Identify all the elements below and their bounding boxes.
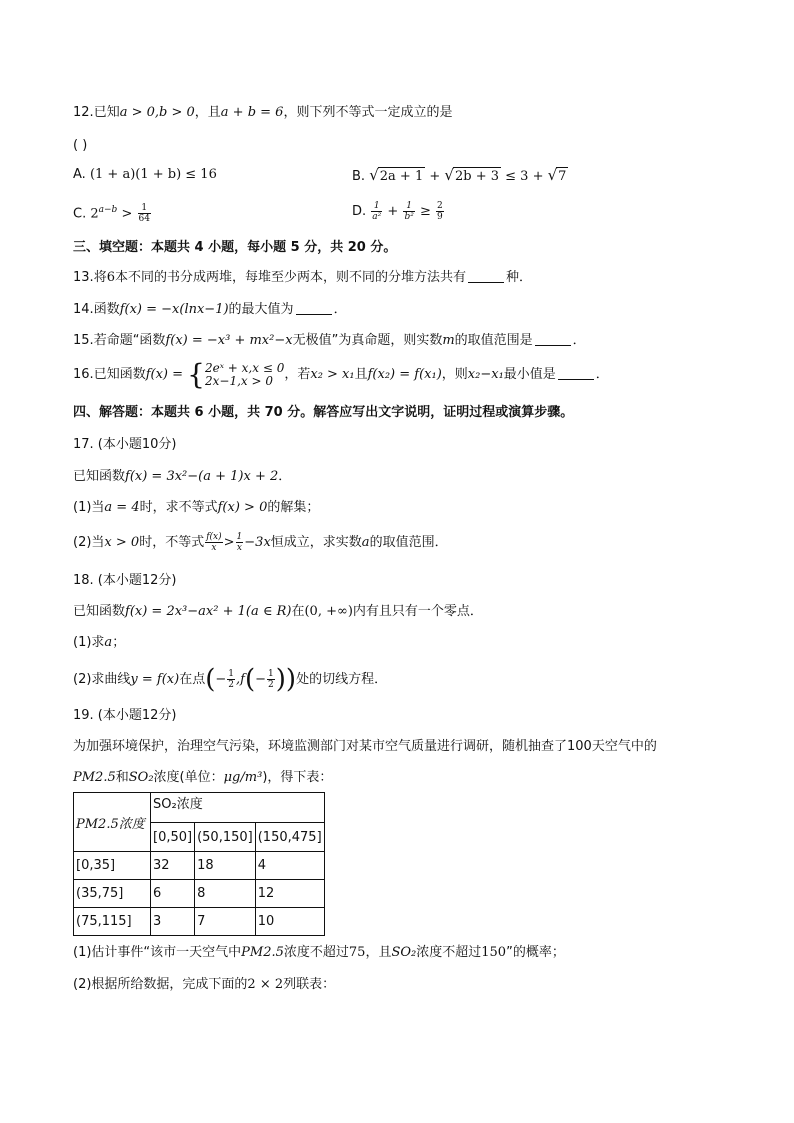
- table-cell: 10: [255, 908, 324, 936]
- q16: 16.已知函数f(x) = { 2eˣ + x,x ≤ 0 2x−1,x > 0 ，若x₂ > x₁且f(x₂) = f(x₁)，则x₂−x₁最小值是 ．: [73, 357, 609, 391]
- q19-heading: 19. (本小题12分): [73, 708, 177, 723]
- table-cell: 6: [151, 880, 195, 908]
- q12-option-a: [73, 166, 217, 184]
- q18-stem: 已知函数f(x) = 2x³−ax² + 1(a ∈ R)在(0, +∞)内有且只有一个零点．: [73, 604, 483, 619]
- option-b-radicand-1: 2a + 1: [379, 169, 424, 184]
- option-label: C.: [73, 206, 87, 222]
- option-d-fraction-3: $\frac{2}{9}$: [437, 201, 443, 222]
- q12-condition: a > 0,b > 0: [119, 105, 195, 120]
- option-b-radicand-3: 7: [558, 169, 567, 184]
- table-corner-header: PM2.5浓度: [74, 793, 151, 852]
- table-cell: 3: [151, 908, 195, 936]
- option-c-exponent: a−b: [98, 205, 118, 215]
- q17-stem: 已知函数f(x) = 3x²−(a + 1)x + 2．: [73, 469, 292, 484]
- q15: 15.若命题“函数f(x) = −x³ + mx²−x无极值”为真命题，则实数m的取值范围是 ．: [73, 333, 586, 348]
- q19-stem-line-1: 为加强环境保护，治理空气污染，环境监测部门对某市空气质量进行调研，随机抽查了100天空气中的: [73, 739, 657, 754]
- table-row: [74, 908, 325, 936]
- q14: 14.函数f(x) = −x(lnx−1)的最大值为 ．: [73, 302, 347, 317]
- table-cell: 4: [255, 852, 324, 880]
- option-label: A.: [73, 167, 86, 182]
- table-cell: 12: [255, 880, 324, 908]
- q12-text: 已知: [93, 105, 120, 120]
- option-label: D.: [352, 204, 367, 219]
- q12-option-b: B. √2a + 1 + √2b + 3 ≤ 3 + √7: [352, 166, 567, 184]
- q12-option-d: [352, 201, 445, 222]
- q18-part-2: (2)求曲线y = f(x)在点(− $\frac{1}{2}$ ,f(− $\frac{1}{2}$ ))处的切线方程．: [73, 664, 388, 695]
- q12-text: ，则下列不等式一定成立的是: [283, 105, 453, 120]
- table-cell: 7: [195, 908, 256, 936]
- q13: 13.将6本不同的书分成两堆，每堆至少两本，则不同的分堆方法共有 种．: [73, 270, 533, 285]
- q12-paren: ( ): [73, 138, 88, 153]
- option-d-plus: +: [387, 204, 399, 219]
- table-cell: 18: [195, 852, 256, 880]
- option-b-plus: +: [429, 169, 441, 184]
- q19-part-2: (2)根据所给数据，完成下面的2 × 2列联表：: [73, 977, 336, 992]
- table-row-label: [0,35]: [74, 852, 151, 880]
- q18-heading: 18. (本小题12分): [73, 573, 177, 588]
- option-c-base: 2: [90, 206, 99, 222]
- q17-part-1: (1)当a = 4时，求不等式f(x) > 0的解集；: [73, 500, 320, 515]
- q12-option-c: [73, 201, 152, 224]
- q17-heading: 17. (本小题10分): [73, 437, 177, 452]
- answer-blank[interactable]: [535, 332, 571, 346]
- q19-part-1: (1)估计事件“该市一天空气中PM2.5浓度不超过75，且SO₂浓度不超过150”的概率；: [73, 945, 565, 960]
- option-d-fraction-1: $\frac{1}{\text{a²}}$: [372, 201, 382, 222]
- table-body: [74, 852, 325, 936]
- option-d-fraction-2: $\frac{1}{\text{b²}}$: [404, 201, 414, 222]
- answer-blank[interactable]: [558, 366, 594, 380]
- table-group-header: SO₂浓度: [151, 793, 325, 823]
- option-b-radicand-2: 2b + 3: [454, 169, 499, 184]
- q12-number: 12.: [73, 105, 94, 120]
- table-row-label: (75,115]: [74, 908, 151, 936]
- pm25-so2-table: [73, 792, 325, 936]
- q18-part-1: (1)求a；: [73, 635, 126, 650]
- q16-cases: 2eˣ + x,x ≤ 0 2x−1,x > 0: [204, 360, 285, 388]
- section-4-heading: 四、解答题：本题共 6 小题，共 70 分。解答应写出文字说明，证明过程或演算步骤。: [73, 405, 574, 420]
- q12-stem: [73, 104, 452, 122]
- table-column-header: (150,475]: [255, 823, 324, 852]
- section-3-heading: 三、填空题：本题共 4 小题，每小题 5 分，共 20 分。: [73, 240, 397, 255]
- q17-part-2: (2)当x > 0时，不等式 $\frac{f(x)}{x}$ > $\frac{1}{x}$ −3x恒成立，求实数a的取值范围．: [73, 532, 448, 553]
- table-cell: 32: [151, 852, 195, 880]
- option-c-gt: >: [121, 206, 133, 222]
- option-a-expr: (1 + a)(1 + b) ≤ 16: [89, 167, 217, 182]
- option-c-fraction: $\frac{1}{64}$: [138, 203, 150, 225]
- answer-blank[interactable]: [296, 301, 332, 315]
- option-label: B.: [352, 169, 366, 184]
- option-b-le: ≤ 3 +: [505, 169, 544, 184]
- q12-sum: a + b = 6: [220, 105, 284, 120]
- option-d-ge: ≥: [419, 204, 431, 219]
- table-cell: 8: [195, 880, 256, 908]
- answer-blank[interactable]: [468, 269, 504, 283]
- table-row-label: (35,75]: [74, 880, 151, 908]
- table-column-header: [0,50]: [151, 823, 195, 852]
- table-column-header: (50,150]: [195, 823, 256, 852]
- table-row: [74, 852, 325, 880]
- table-row: [74, 880, 325, 908]
- q12-text: ，且: [194, 105, 221, 120]
- q19-stem-line-2: PM2.5和SO₂浓度(单位：μg/m³)，得下表：: [73, 770, 333, 785]
